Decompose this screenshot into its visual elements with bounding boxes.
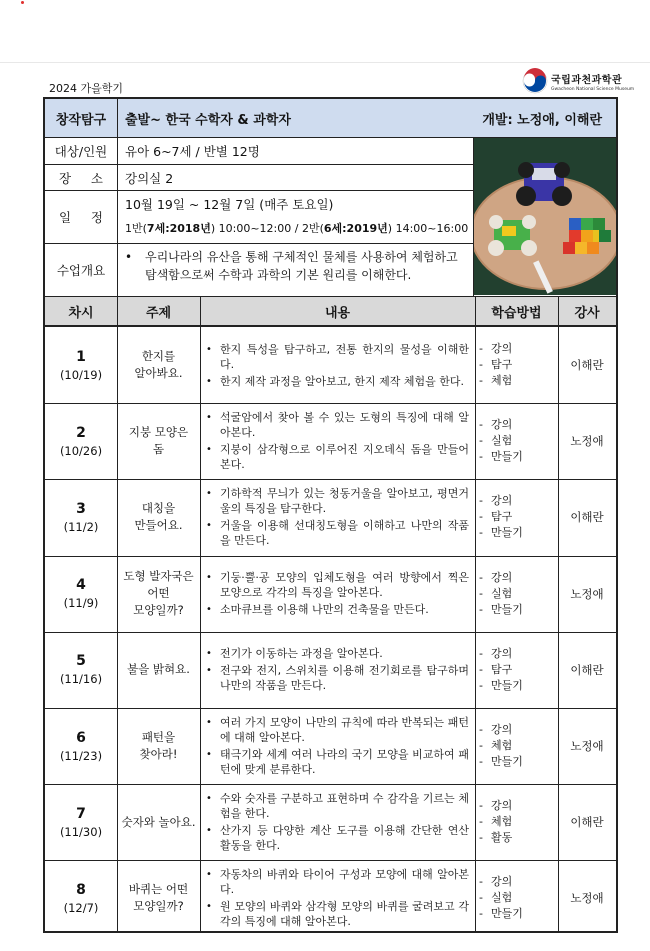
session-topic: 대칭을 만들어요. [134, 501, 183, 533]
schedule-detail: 1반(7세:2018년) 10:00~12:00 / 2반(6세:2019년) 14:00~16:00 [125, 222, 469, 235]
course-title: 출발~ 한국 수학자 & 과학자 [125, 112, 291, 128]
table-row [45, 327, 616, 403]
table-row [45, 784, 616, 860]
header-content: 내용 [324, 305, 351, 321]
target-label: 대상/인원 [54, 144, 108, 159]
top-bar [0, 0, 650, 63]
target-value: 유아 6~7세 / 반별 12명 [125, 144, 260, 159]
curriculum-table [43, 97, 618, 933]
developers: 개발: 노정애, 이해란 [482, 112, 602, 128]
session-methods: - 강의 - 탐구 - 체험 [479, 342, 513, 388]
header-session: 차시 [68, 305, 94, 321]
session-content: • 여러 가지 모양이 나만의 규칙에 따라 반복되는 패턴에 대해 알아본다. • 태극기와 세계 여러 나라의 국기 모양을 비교하여 패턴에 맞게 분류한다. [206, 716, 469, 777]
session-topic: 숫자와 놀아요. [121, 814, 196, 829]
session-number: 6 (11/23) [59, 729, 103, 763]
logo-english-name: Gwacheon National Science Museum [551, 86, 635, 92]
session-teacher: 노정애 [570, 434, 604, 449]
session-teacher: 이해란 [570, 815, 604, 830]
session-teacher: 노정애 [570, 586, 604, 601]
session-topic: 바퀴는 어떤 모양일까? [128, 882, 189, 914]
session-methods: - 강의 - 체험 - 활동 [479, 799, 513, 845]
table-row [45, 403, 616, 479]
place-value: 강의실 2 [125, 170, 174, 186]
table-row [45, 708, 616, 784]
program-photo [474, 138, 616, 295]
session-number: 1 (10/19) [59, 348, 103, 382]
session-content: • 기둥·뿔·공 모양의 입체도형을 여러 방향에서 찍은 모양으로 각각의 특징을 알아본다. • 소마큐브를 이용해 나만의 건축물을 만든다. [206, 571, 469, 617]
session-content: • 한지 특성을 탐구하고, 전통 한지의 물성을 이해한다. • 한지 제작 과정을 알아보고, 한지 제작 체험을 한다. [206, 342, 469, 388]
session-number: 8 (12/7) [63, 881, 99, 915]
session-topic: 지붕 모양은 돔 [128, 425, 189, 457]
session-topic: 패턴을 찾아라! [139, 730, 178, 762]
overview-label: 수업개요 [56, 263, 106, 278]
session-teacher: 이해란 [570, 358, 604, 373]
table-row [45, 632, 616, 708]
session-teacher: 이해란 [570, 510, 604, 525]
red-dot-mark [21, 1, 24, 4]
place-label: 장 소 [59, 170, 103, 186]
header-teacher: 강사 [574, 305, 600, 321]
session-methods: - 강의 - 체험 - 만들기 [479, 723, 523, 769]
session-content: • 전기가 이동하는 과정을 알아본다. • 전구와 전지, 스위치를 이용해 전기회로를 탐구하며 나만의 작품을 만든다. [206, 647, 469, 693]
session-topic: 불을 밝혀요. [127, 662, 190, 677]
session-topic: 도형 발자국은 어떤 모양일까? [123, 569, 194, 618]
logo-korean-name: 국립과천과학관 [551, 74, 623, 86]
session-number: 2 (10/26) [59, 424, 103, 458]
table-row [45, 860, 616, 936]
session-teacher: 이해란 [570, 662, 604, 677]
session-methods: - 강의 - 탐구 - 만들기 [479, 646, 523, 692]
session-methods: - 강의 - 탐구 - 만들기 [479, 494, 523, 540]
header-topic: 주제 [145, 305, 172, 321]
session-methods: - 강의 - 실험 - 만들기 [479, 418, 523, 464]
table-row [45, 556, 616, 632]
term-label: 2024 가을학기 [49, 82, 123, 95]
session-content: • 기하학적 무늬가 있는 청동거울을 알아보고, 평면거울의 특징을 탐구한다. • 거울을 이용해 선대칭도형을 이해하고 나만의 작품을 만든다. [206, 487, 469, 548]
taegeuk-logo-icon [522, 68, 548, 94]
session-teacher: 노정애 [570, 739, 604, 754]
session-number: 5 (11/16) [59, 653, 103, 687]
session-teacher: 노정애 [570, 891, 604, 906]
session-topic: 한지를 알아봐요. [134, 349, 183, 381]
title-row [45, 99, 616, 138]
program-type-label: 창작탐구 [55, 112, 107, 128]
session-methods: - 강의 - 실험 - 만들기 [479, 570, 523, 616]
header-method: 학습방법 [491, 305, 542, 321]
table-header [45, 297, 616, 327]
session-content: • 자동차의 바퀴와 타이어 구성과 모양에 대해 알아본다. • 원 모양의 바퀴와 삼각형 모양의 바퀴를 굴려보고 각각의 특징에 대해 알아본다. [206, 868, 469, 929]
overview-text: • 우리나라의 유산을 통해 구체적인 물체를 사용하여 체험하고 탐색함으로써 수학과 과학의 기본 원리를 이해한다. [125, 250, 458, 282]
session-number: 3 (11/2) [63, 500, 99, 534]
session-number: 7 (11/30) [59, 805, 103, 839]
session-content: • 수와 숫자를 구분하고 표현하며 수 감각을 기르는 체험을 한다. • 산가지 등 다양한 계산 도구를 이용해 간단한 연산 활동을 한다. [206, 792, 469, 853]
table-row [45, 479, 616, 555]
session-number: 4 (11/9) [63, 577, 99, 611]
session-methods: - 강의 - 실험 - 만들기 [479, 875, 523, 921]
session-content: • 석굴암에서 찾아 볼 수 있는 도형의 특징에 대해 알아본다. • 지붕이 삼각형으로 이루어진 지오데식 돔을 만들어 본다. [206, 411, 469, 472]
date-label: 일 정 [59, 210, 103, 225]
date-value: 10월 19일 ~ 12월 7일 (매주 토요일) [125, 197, 334, 212]
museum-logo [522, 68, 634, 94]
